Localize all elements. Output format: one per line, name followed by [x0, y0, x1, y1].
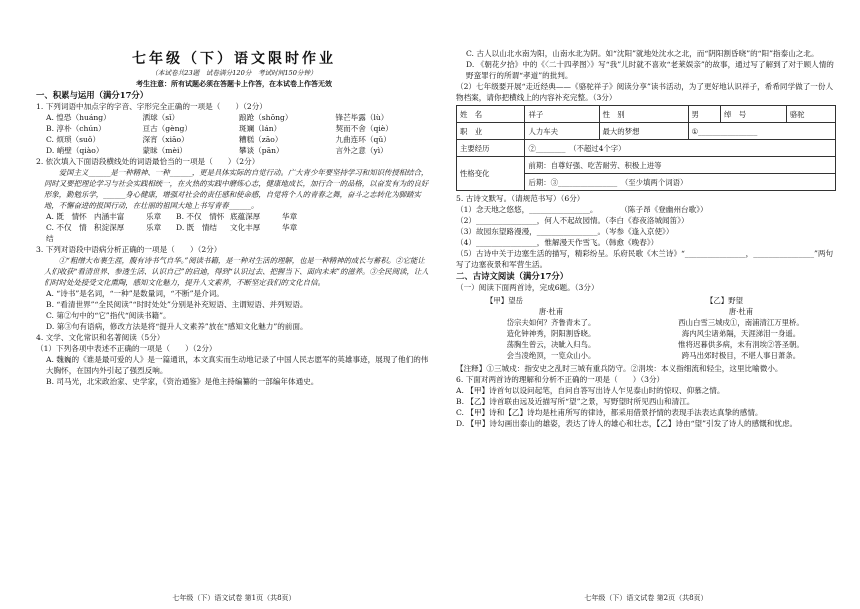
table-row: 职 业 人力车夫 最大的梦想 ①________________ [457, 123, 836, 140]
q6-option-c: C. 【甲】诗和【乙】诗均是杜甫所写的律诗，都采用借景抒情的表现手法表达真挚的感情。 [456, 408, 763, 417]
q2-options-cd: C. 不仅 情结 积淀深厚 乐章 D. 既 情结 文化丰厚 华章 [46, 223, 298, 243]
q1-option-a: A. 惶恐（huáng） 洒球（sǐ） 踉跄（shōng） 锋芒毕露（lù） [46, 113, 389, 122]
q6-stem: 6. 下面对两首诗的理解和分析不正确的一项是（ ）（3分） [456, 375, 665, 384]
q1-option-b: B. 淳朴（chún） 亘古（gèng） 斑斓（lán） 契而不舍（qiè） [46, 124, 393, 133]
q4-option-d: D. 《朝花夕拾》中的《〈二十四孝图〉》写“我”儿时就不喜欢“老莱娱亲”的故事，通过写了解到了对于顾人情的野蛮罪行的所谓“孝道”的批判。 [466, 60, 834, 80]
q1-option-d: D. 峭壁（qiào） 蒙昧（mèi） 攀谈（pān） 言外之意（yì） [46, 146, 388, 155]
q2-options-ab: A. 既 情怀 内涵丰富 乐章 B. 不仅 情怀 底蕴深厚 华章 [46, 212, 298, 221]
q1-option-c: C. 烦琐（suǒ） 深宵（xiāo） 糟糕（zāo） 九曲连环（qǔ） [46, 135, 391, 144]
q5-stem: 5. 古诗文默写。（请规范书写）（6分） [456, 194, 585, 203]
answer-blank-1[interactable]: ①________________ [688, 123, 835, 140]
q3-option-b: B. “看清世界”“全民阅读”“时时处处”分别是补充短语、主谓短语、并列短语。 [46, 300, 308, 309]
footer-page-1: 七年级（下）语文试卷 第1页（共8页） [172, 594, 296, 602]
q4-stem: 4. 文学、文化常识和名著阅读（5分） [36, 333, 165, 342]
footer-page-2: 七年级（下）语文试卷 第2页（共8页） [584, 594, 708, 602]
poem-b: 【乙】野望 唐·杜甫 西山白雪三城戍①，南浦清江万里桥。 海内风尘诸弟隔，天涯涕泪一身遥。 惟将迟暮供多病，未有涓埃②答圣朝。 跨马出郊时极目，不堪人事日萧条。 [678, 296, 804, 360]
table-row: 主要经历 ②________ （不超过4个字） [457, 140, 836, 157]
q1-stem: 1. 下列词语中加点字的字音、字形完全正确的一项是（ ）（2分） [36, 102, 267, 111]
poem-notes: 【注释】①三城戍：指安史之乱时三城有重兵防守。②涓埃：本义指细流和轻尘，这里比喻微小。 [456, 364, 783, 373]
q5-line-1[interactable]: （1）念天地之悠悠，________________。 （陈子昂《登幽州台歌》） [456, 205, 708, 214]
section-2-heading: 二、古诗文阅读（满分17分） [456, 271, 569, 281]
q4-option-b: B. 司马光，北宋政治家、史学家，《资治通鉴》是他主持编纂的一部编年体通史。 [46, 377, 319, 386]
q3-option-d: D. 第③句有语病，修改方法是将“提升人文素养”放在“感知文化魅力”的前面。 [46, 322, 308, 331]
table-row: 姓 名 祥子 性 别 男 绰 号 骆驼 [457, 106, 836, 123]
q4-part2: （2）七年级要开展“走近经典——《骆驼祥子》阅读分享”读书活动，为了更好地认识祥子，希希同学做了一份人物档案，请你把横线上的内容补充完整。（3分） [456, 82, 834, 102]
q5-line-3[interactable]: （3）故园东望路漫漫，________________。（岑参《逢入京使》） [456, 227, 674, 236]
q2-stem: 2. 依次填入下面语段横线处的词语最恰当的一项是（ ）（2分） [36, 157, 260, 166]
exam-info: （本试卷共23题 试卷满分120分 考试时间150分钟） [151, 69, 317, 77]
q6-option-a: A. 【甲】诗首句以设问起笔，自问自答写出诗人乍见泰山时的惊叹、仰慕之情。 [456, 386, 725, 395]
poem-a: 【甲】望岳 唐·杜甫 岱宗夫如何？齐鲁青未了。 造化钟神秀，阴阳割昏晓。 荡胸生曾云，决眦入归鸟。 会当凌绝顶，一览众山小。 [486, 296, 596, 360]
character-profile-table [456, 105, 836, 191]
notice: 考生注意：所有试题必须在答题卡上作答，在本试卷上作答无效 [136, 79, 332, 88]
q5-line-4[interactable]: （4）________________，惟解漫天作雪飞。（韩愈《晚春》） [456, 238, 659, 247]
page-title: 七年级（下）语文限时作业 [132, 51, 336, 67]
q5-line-2[interactable]: （2）________________，何人不起故园情。（李白《春夜洛城闻笛》） [456, 216, 689, 225]
q6-option-b: B. 【乙】诗首联由远及近描写所“望”之景，写野望时所见西山和清江。 [456, 397, 695, 406]
q3-passage: ①“粗缯大布裹生涯，腹有诗书气自华。”阅读书籍，是一种对生活的理解，也是一种精神的成长与蓄积。②它能让人们收获“看清世界、参透生活、认识自己”的启迪，得到“认识过去、把握当下、面向未来”的滋养。③全民阅读，让人们时时处处接受文化熏陶，感知文化魅力，提升人文素养，不断坚定我们的文化自信。 [44, 256, 429, 287]
q4-sub: （1）下列各项中表述不正确的一项是（ ）（2分） [36, 344, 217, 353]
q4-option-c: C. 古人以山北水南为阳，山南水北为阴。如“沈阳”就地处沈水之北，而“阴阳割昏晓”的“阳”指泰山之北。 [466, 49, 819, 58]
q3-option-a: A. “诗书”是名词，“一种”是数量词，“不断”是介词。 [46, 289, 224, 298]
q5-line-5[interactable]: （5）古诗中关于边塞生活的描写，精彩纷呈。乐府民歌《木兰诗》“________________，________________”两句写了边塞夜景和军营生活。 [456, 249, 834, 269]
answer-blank-3[interactable]: 后期：③________________ （至少填两个词语） [525, 174, 836, 191]
q3-stem: 3. 下列对语段中语病分析正确的一项是（ ）（2分） [36, 245, 222, 254]
q3-option-c: C. 第②句中的“它”指代“阅读书籍”。 [46, 311, 171, 320]
right-column [456, 0, 836, 429]
q4-option-a: A. 魏巍的《谁是最可爱的人》是一篇通讯，本文真实而生动地记录了中国人民志愿军的英雄事迹，展现了他们的伟大胸怀，在国内外引起了强烈反响。 [46, 355, 429, 375]
q2-passage: 爱国主义______是一种精神、一种______，更是具体实际的自觉行动。广大青少年要坚持学习和知识传授相结合，同时又要把理论学习与社会实践相统一，在火热的实践中磨炼心志，健康地成长，加行合一的品格，以奋发有为的良好形象，勤勉乐学，______身心健康，增强对社会的责任感和使命感，自觉将个人的青春之舞，奋斗之志转化为脚踏实地，不懈奋进的报国行动，在壮丽的祖国大地上书写青春______。 [44, 168, 429, 210]
left-column [36, 0, 432, 387]
q6-option-d: D. 【甲】诗勾画出泰山的雄姿，表达了诗人的雄心和壮志，【乙】诗由“望”引发了诗人的感慨和忧虑。 [456, 419, 798, 428]
poems [456, 295, 836, 361]
section-1-heading: 一、积累与运用（满分17分） [36, 90, 149, 100]
table-row: 性格变化 前期：自尊好强、吃苦耐劳、积极上进等 [457, 157, 836, 174]
section-2-sub: （一）阅读下面两首诗，完成6题。（3分） [456, 283, 599, 292]
answer-blank-2[interactable]: ②________ （不超过4个字） [525, 140, 836, 157]
